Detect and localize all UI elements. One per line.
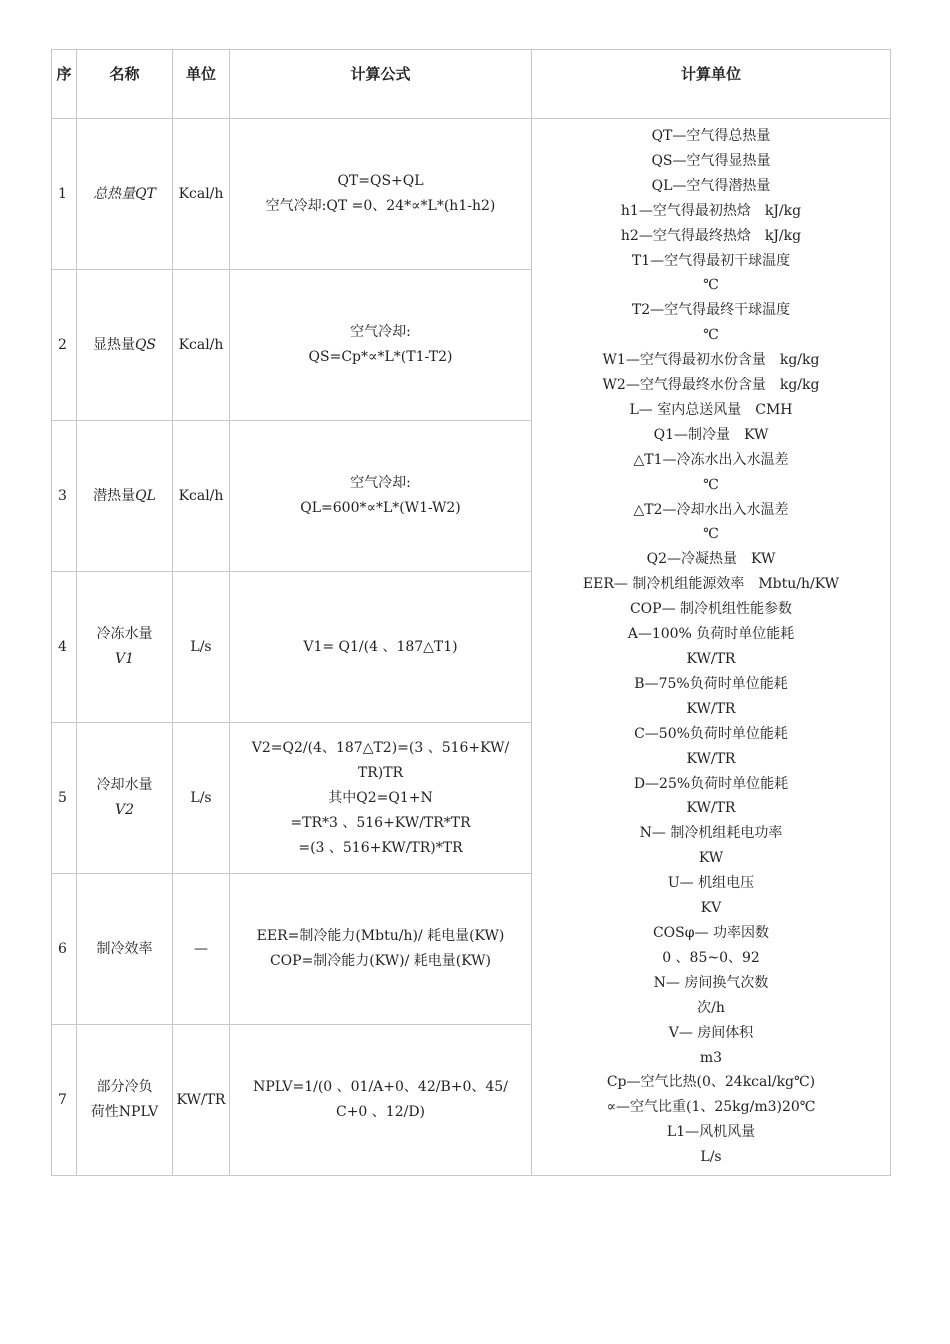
row-seq: 1 xyxy=(52,119,77,270)
calc-unit-line: L/s xyxy=(700,1149,722,1166)
calc-unit-line: COP— 制冷机组性能参数 xyxy=(629,601,793,618)
calc-unit-line: △T2—冷却水出入水温差 xyxy=(633,501,789,518)
calc-unit-line: A—100% 负荷时单位能耗 xyxy=(627,626,795,643)
row-seq: 2 xyxy=(52,270,77,421)
row-formula xyxy=(230,421,532,572)
row-seq: 4 xyxy=(52,572,77,723)
calc-unit-line: T2—空气得最终干球温度 xyxy=(631,302,791,319)
calc-unit-line: L— 室内总送风量 CMH xyxy=(629,401,793,418)
formula-line: =TR*3 、516+KW/TR*TR xyxy=(290,814,471,831)
calc-unit-line: 0 、85~0、92 xyxy=(662,949,760,966)
row-name-part: QL xyxy=(135,487,156,504)
row-name-part: QT xyxy=(135,185,156,202)
calc-unit-line: QT—空气得总热量 xyxy=(651,127,771,144)
calc-unit-line: m3 xyxy=(699,1049,723,1066)
calc-unit-line: KV xyxy=(700,900,722,917)
row-name-line: 荷性NPLV xyxy=(90,1104,159,1120)
row-name-line: V1 xyxy=(114,651,135,667)
header-formula: 计算公式 xyxy=(230,50,532,119)
formula-line: QS=Cp*∝*L*(T1-T2) xyxy=(308,349,453,365)
calc-unit-line: Q2—冷凝热量 KW xyxy=(646,551,776,568)
header-row xyxy=(52,50,891,119)
calc-unit-line: Cp—空气比热(0、24kcal/kg℃) xyxy=(606,1074,816,1091)
calc-unit-line: △T1—冷冻水出入水温差 xyxy=(633,451,789,468)
header-unit: 单位 xyxy=(173,50,230,119)
row-name xyxy=(77,723,173,874)
formula-line: NPLV=1/(0 、01/A+0、42/B+0、45/ xyxy=(253,1079,508,1095)
calc-unit-line: ℃ xyxy=(703,327,719,344)
formula-line: V1= Q1/(4 、187△T1) xyxy=(303,638,458,655)
row-seq: 3 xyxy=(52,421,77,572)
row-name xyxy=(77,270,173,421)
row-name xyxy=(77,119,173,270)
header-calc-unit: 计算单位 xyxy=(532,50,891,119)
calc-unit-line: W2—空气得最终水份含量 kg/kg xyxy=(602,377,820,394)
calc-unit-line: B—75%负荷时单位能耗 xyxy=(634,675,788,692)
calc-unit-line: KW/TR xyxy=(686,800,736,817)
formula-line: TR)TR xyxy=(357,764,404,781)
calc-unit-line: ℃ xyxy=(703,476,719,493)
calc-unit-line: ∝—空气比重(1、25kg/m3)20℃ xyxy=(606,1099,816,1116)
row-seq: 6 xyxy=(52,874,77,1025)
calc-unit-line: QL—空气得潜热量 xyxy=(651,177,771,194)
table-row xyxy=(52,119,891,270)
row-name xyxy=(77,874,173,1025)
calc-unit-line: N— 制冷机组耗电功率 xyxy=(639,825,783,842)
row-name-line: 冷冻水量 xyxy=(96,626,153,642)
row-formula xyxy=(230,572,532,723)
row-unit: L/s xyxy=(173,723,230,874)
calc-unit-line: h2—空气得最终热焓 kJ/kg xyxy=(620,227,802,244)
calc-unit-line: h1—空气得最初热焓 kJ/kg xyxy=(620,202,802,219)
row-formula xyxy=(230,270,532,421)
row-unit: KW/TR xyxy=(173,1025,230,1176)
calc-units-cell xyxy=(532,119,891,1176)
row-name-line: V2 xyxy=(114,802,135,818)
calc-unit-line: EER— 制冷机组能源效率 Mbtu/h/KW xyxy=(582,576,840,593)
formula-line: QL=600*∝*L*(W1-W2) xyxy=(300,500,461,516)
row-unit: L/s xyxy=(173,572,230,723)
row-name-part: 总热量 xyxy=(93,185,136,202)
calc-unit-line: ℃ xyxy=(703,277,719,294)
header-name: 名称 xyxy=(77,50,173,119)
formula-line: 空气冷却: xyxy=(350,475,411,491)
calc-unit-line: W1—空气得最初水份含量 kg/kg xyxy=(602,352,820,369)
calc-unit-line: ℃ xyxy=(703,526,719,543)
header-seq: 序 xyxy=(52,50,77,119)
formula-line: QT=QS+QL xyxy=(337,173,424,189)
formula-line: =(3 、516+KW/TR)*TR xyxy=(298,839,463,856)
row-seq: 7 xyxy=(52,1025,77,1176)
calc-unit-line: KW/TR xyxy=(686,750,736,767)
calc-unit-line: L1—风机风量 xyxy=(666,1124,756,1141)
calc-unit-line: KW xyxy=(698,850,724,867)
row-name xyxy=(77,572,173,723)
table-body xyxy=(52,119,891,1176)
calc-unit-line: COSφ— 功率因数 xyxy=(652,924,770,941)
formula-line: EER=制冷能力(Mbtu/h)/ 耗电量(KW) xyxy=(256,928,505,944)
row-name-line: 冷却水量 xyxy=(96,777,153,793)
formula-line: V2=Q2/(4、187△T2)=(3 、516+KW/ xyxy=(251,739,510,756)
row-name-line: 制冷效率 xyxy=(96,940,153,957)
calc-unit-line: V— 房间体积 xyxy=(668,1024,754,1041)
formula-line: 其中Q2=Q1+N xyxy=(328,789,433,806)
calc-unit-line: KW/TR xyxy=(686,651,736,667)
calc-unit-line: QS—空气得显热量 xyxy=(651,152,771,169)
row-unit: Kcal/h xyxy=(173,119,230,270)
calc-unit-line: U— 机组电压 xyxy=(667,875,755,892)
formula-line: COP=制冷能力(KW)/ 耗电量(KW) xyxy=(269,953,492,969)
row-unit: Kcal/h xyxy=(173,270,230,421)
row-name-part: 潜热量 xyxy=(93,487,136,504)
formula-line: C+0 、12/D) xyxy=(335,1104,426,1120)
row-formula xyxy=(230,723,532,874)
calc-unit-line: N— 房间换气次数 xyxy=(653,974,769,991)
row-unit: — xyxy=(173,874,230,1025)
row-name-line: 部分冷负 xyxy=(96,1079,153,1095)
calc-unit-line: 次/h xyxy=(697,999,725,1016)
calc-unit-line: D—25%负荷时单位能耗 xyxy=(633,775,789,792)
row-unit: Kcal/h xyxy=(173,421,230,572)
row-formula xyxy=(230,1025,532,1176)
row-formula xyxy=(230,874,532,1025)
formula-line: 空气冷却: xyxy=(350,324,411,340)
row-seq: 5 xyxy=(52,723,77,874)
formula-table xyxy=(51,49,891,1176)
formula-line: 空气冷却:QT =0、24*∝*L*(h1-h2) xyxy=(265,198,496,214)
row-name-part: 显热量 xyxy=(92,336,135,353)
row-name-part: QS xyxy=(134,336,157,353)
row-formula xyxy=(230,119,532,270)
calc-unit-line: T1—空气得最初干球温度 xyxy=(631,252,791,269)
row-name xyxy=(77,1025,173,1176)
row-name xyxy=(77,421,173,572)
calc-unit-line: KW/TR xyxy=(686,700,736,717)
calc-unit-line: C—50%负荷时单位能耗 xyxy=(634,725,788,742)
calc-unit-line: Q1—制冷量 KW xyxy=(653,426,769,443)
